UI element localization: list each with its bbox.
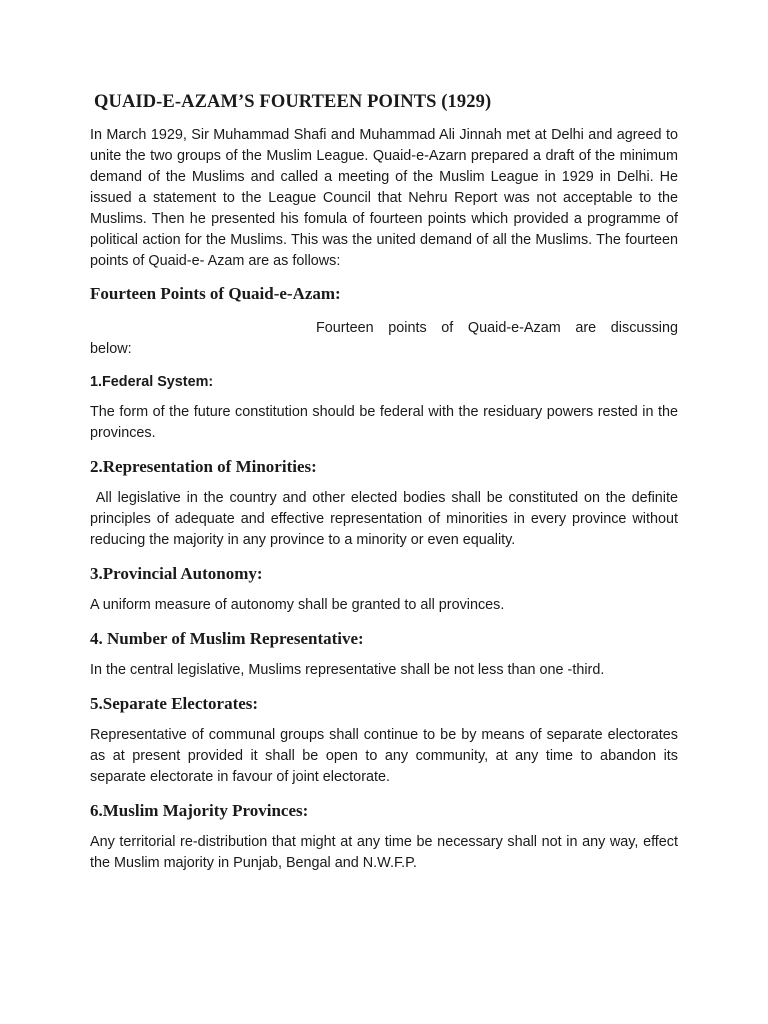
point-3-heading: 3.Provincial Autonomy: <box>90 564 263 583</box>
discussing-line-2: below: <box>90 341 132 357</box>
point-6-heading: 6.Muslim Majority Provinces: <box>90 801 309 820</box>
point-4-text: In the central legislative, Muslims representative shall be not less than one -third. <box>90 662 605 678</box>
document-title: QUAID-E-AZAM’S FOURTEEN POINTS (1929) <box>94 92 492 112</box>
point-5-heading: 5.Separate Electorates: <box>90 694 259 713</box>
document-page <box>90 92 678 874</box>
discussing-paragraph <box>90 318 678 360</box>
point-4-heading: 4. Number of Muslim Representative: <box>90 629 364 648</box>
point-5-text: Representative of communal groups shall continue to be by means of separate electorates as at present provided it shall be open to any community, at any time to abandon its separate electorate in favour of joint electorate. <box>90 727 678 785</box>
point-1-text: The form of the future constitution should be federal with the residuary powers rested in the provinces. <box>90 404 678 441</box>
section-heading: Fourteen Points of Quaid-e-Azam: <box>90 284 341 303</box>
point-2-heading: 2.Representation of Minorities: <box>90 457 317 476</box>
point-2-text: All legislative in the country and other elected bodies shall be constituted on the definite principles of adequate and effective representation of minorities in every province without reducing the majority in any province to a minority or even equality. <box>90 490 678 548</box>
discussing-line-1: Fourteen points of Quaid-e-Azam are discussing <box>316 320 678 336</box>
point-3-text: A uniform measure of autonomy shall be granted to all provinces. <box>90 597 505 613</box>
point-6-text: Any territorial re-distribution that might at any time be necessary shall not in any way, effect the Muslim majority in Punjab, Bengal and N.W.F.P. <box>90 834 678 871</box>
intro-paragraph: In March 1929, Sir Muhammad Shafi and Muhammad Ali Jinnah met at Delhi and agreed to unite the two groups of the Muslim League. Quaid-e-Azarn prepared a draft of the minimum demand of the Muslims and called a meeting of the Muslim League in 1929 in Delhi. He issued a statement to the League Council that Nehru Report was not acceptable to the Muslims. Then he presented his fomula of fourteen points which provided a programme of political action for the Muslims. This was the united demand of all the Muslims. The fourteen points of Quaid-e- Azam are as follows: <box>90 127 678 269</box>
point-1-heading: 1.Federal System: <box>90 374 214 390</box>
